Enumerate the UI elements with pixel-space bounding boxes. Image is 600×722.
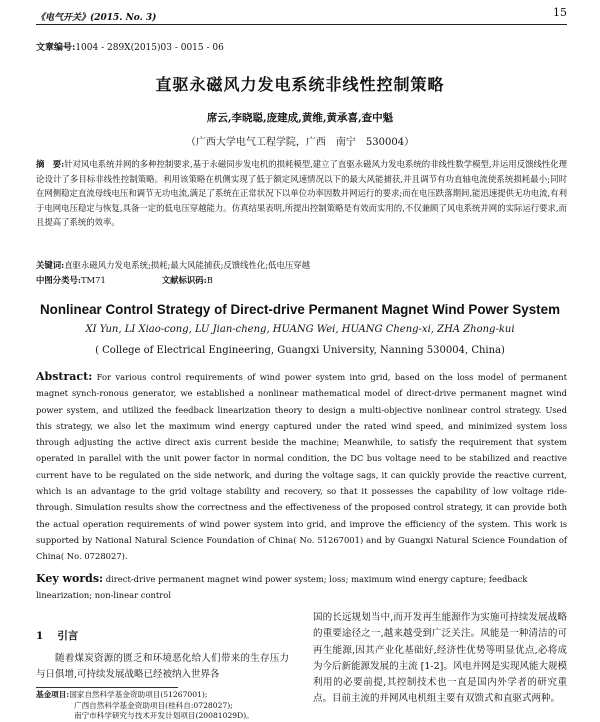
footnote-rule	[36, 687, 178, 688]
chinese-keywords-text: 直驱永磁风力发电系统;损耗;最大风能捕获;反馈线性化;低电压穿越	[64, 260, 311, 270]
clc-value: TM71	[80, 275, 106, 285]
article-number-label: 文章编号:	[36, 43, 76, 53]
article-number	[36, 40, 224, 53]
section-number: 1	[36, 630, 44, 642]
chinese-abstract-text: 针对风电系统并网的多种控制要求,基于永磁同步发电机的损耗模型,建立了直驱永磁风力发电系统的非线性数学模型,并运用反馈线性化理论设计了多目标非线性控制策略。利用该策略在机侧实现了低于额定风速情况以下的最大风能捕获,并且调节有功直轴电流使系统损耗最小;同时在网侧稳定直流母线电压和调节无功电流,满足了系统在正常状况下以单位功率因数并网运行的要求;而在电压跌落期间,能迅速提供无功电流,有利于电网电压稳定与恢复,具备一定的低电压穿越能力。仿真结果表明,所提出控制策略是有效而实用的,不仅兼顾了风电系统并网的实际运行要求,而且提高了系统的效率。	[36, 159, 567, 227]
section-heading	[36, 628, 78, 643]
chinese-abstract-label: 摘 要:	[36, 159, 65, 169]
english-abstract-text: For various control requirements of wind power system into grid, based on the loss model of permanent magnet synch-ronous generator, we established a nonlinear mathematical model of direct-drive permanent magnet wind power system, and utilized the feedback linearization theory to design a multi-objective nonlinear control strategy. Used this strategy, we also let the maximum wind energy captured under the rated wind speed, and minimized system loss through adjusting the active direct axis current beside the machine; Meanwhile, to satisfy the requirement that system operated in parallel with the unit power factor in normal condition, the DC bus voltage need to be stabilized and reactive current have to be regulated on the side network, and during the voltage sags, it can quickly provide the reactive current, which is an advantage to the grid voltage stability and recovery, so that it possesses the capability of low voltage ride-through. Simulation results show the correctness and the effectiveness of the proposed control strategy, it can provide both the actual operation requirements of wind power system into grid, and improve the efficiency of the system. This work is supported by National Natural Science Foundation of China( No. 51267001) and by Guangxi Natural Science Foundation of China( No. 0728027).	[36, 372, 567, 562]
english-title: Nonlinear Control Strategy of Direct-drive Permanent Magnet Wind Power System	[40, 302, 560, 317]
english-keywords	[36, 571, 567, 603]
english-affiliation: ( College of Electrical Engineering, Guangxi University, Nanning 530004, China)	[95, 345, 505, 356]
funding-line-1	[36, 690, 296, 701]
intro-left-column: 随着煤炭资源的匮乏和环境恶化给人们带来的生存压力与日俱增,可持续发展战略已经被纳入世界各	[36, 653, 289, 680]
clc-label: 中图分类号:	[36, 275, 81, 285]
doc-code-value: B	[206, 275, 213, 285]
header-rule	[36, 24, 567, 25]
chinese-authors: 席云,李晓聪,庞建成,黄维,黄承喜,查中魁	[206, 112, 394, 124]
chinese-keywords-label: 关键词:	[36, 260, 65, 270]
funding-line-3: 南宁市科学研究与技术开发计划项目(20081029D)。	[74, 711, 254, 720]
funding-line-2: 广西自然科学基金资助项目(桂科自:0728027);	[74, 700, 233, 710]
chinese-keywords	[36, 259, 567, 271]
english-abstract-label: Abstract:	[36, 370, 93, 383]
running-header: 《电气开关》(2015. No. 3)	[36, 13, 157, 23]
doc-code-label: 文献标识码:	[161, 275, 207, 285]
chinese-title: 直驱永磁风力发电系统非线性控制策略	[155, 75, 445, 94]
funding-label: 基金项目:	[36, 690, 70, 699]
classification-line	[36, 274, 213, 286]
english-authors: XI Yun, LI Xiao-cong, LU Jian-cheng, HUANG Wei, HUANG Cheng-xi, ZHA Zhong-kui	[85, 324, 515, 335]
chinese-affiliation: （广西大学电气工程学院，广西 南宁 530004）	[185, 137, 415, 148]
section-title: 引言	[57, 630, 79, 642]
funding-text-1: 国家自然科学基金资助项目(51267001);	[69, 690, 208, 699]
english-keywords-label: Key words:	[36, 572, 104, 585]
page-number: 15	[553, 6, 567, 19]
article-number-value: 1004 - 289X(2015)03 - 0015 - 06	[75, 43, 224, 53]
funding-footnote	[36, 690, 296, 722]
intro-right-column: 国的长远规划当中,而开发再生能源作为实施可持续发展战略的重要途径之一,越来越受到广泛关注。风能是一种清洁的可再生能源,因其产业化基础好,经济性优势等明显优点,必将成为今后新能源发展的主流 [1-2]。风电并网是实现风能大规模利用的必要前提,其控制技术也一直是国内外学者的研究重点。目前主流的并网风电机组主要有双馈式和直驱式两种。	[313, 612, 567, 705]
chinese-abstract	[36, 157, 567, 230]
english-keywords-text: direct-drive permanent magnet wind power system; loss; maximum wind energy capture; feedback linearization; non-linear control	[36, 574, 528, 600]
english-abstract	[36, 369, 567, 565]
